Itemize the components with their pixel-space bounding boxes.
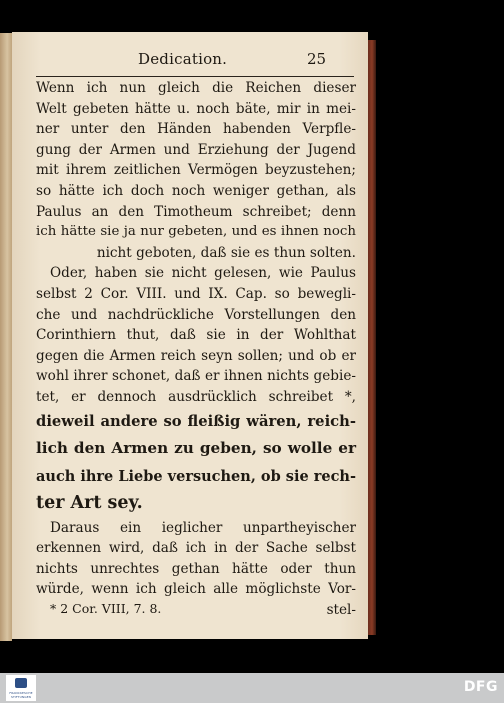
text-line: ich hätte sie ja nur gebeten, und es ihnen noch (36, 224, 356, 240)
emphasized-line: lich den Armen zu geben, so wolle er (36, 439, 356, 457)
text-line: Welt gebeten hätte u. noch bäte, mir in mei- (36, 100, 356, 117)
header-rule (36, 76, 354, 77)
book-cover-edge (368, 40, 376, 635)
text-line: gegen die Armen reich seyn sollen; und ob er (36, 347, 356, 364)
text-line: würde, wenn ich gleich alle möglichste Vor- (36, 581, 356, 598)
text-line: selbst 2 Cor. VIII. und IX. Cap. so bewegli- (36, 285, 356, 302)
emphasized-line: ter Art sey. (36, 493, 143, 513)
text-line: wohl ihrer schonet, daß er ihnen nichts gebie- (36, 368, 356, 385)
text-line: nichts unrechtes gethan hätte oder thun (36, 560, 356, 577)
text-line: Paulus an den Timotheum schreibet; denn (36, 203, 356, 220)
text-line: che und nachdrückliche Vorstellungen den (36, 306, 356, 323)
emphasized-line: dieweil andere so fleißig wären, reich- (36, 412, 356, 430)
text-line: Corinthiern thut, daß sie in der Wohlthat (36, 327, 356, 344)
footnote: * 2 Cor. VIII, 7. 8. (50, 601, 162, 616)
text-line: tet, er dennoch ausdrücklich schreibet *, (36, 388, 356, 405)
text-line: Daraus ein ieglicher unpartheyischer (50, 519, 356, 536)
page-number: 25 (307, 50, 327, 68)
library-logo-caption: FRANCKESCHE STIFTUNGEN (9, 691, 33, 699)
viewer-footer-bar (0, 673, 504, 703)
text-line: so hätte ich doch noch weniger gethan, als (36, 182, 356, 199)
emphasized-line: auch ihre Liebe versuchen, ob sie rech- (36, 467, 356, 485)
catchword: stel- (326, 601, 356, 618)
facing-page-edge (0, 33, 12, 641)
text-line: gung der Armen und Erziehung der Jugend (36, 141, 356, 158)
library-emblem-icon (15, 678, 27, 688)
text-line: Wenn ich nun gleich die Reichen dieser (36, 80, 356, 96)
dfg-logo[interactable]: DFG (463, 679, 498, 695)
text-line: Oder, haben sie nicht gelesen, wie Paulus (50, 265, 356, 282)
library-logo-icon[interactable] (6, 675, 36, 701)
page-header (12, 50, 368, 72)
running-title: Dedication. (138, 50, 228, 68)
text-line: nicht geboten, daß sie es thun solten. (96, 244, 356, 261)
body-text (36, 78, 356, 620)
text-line: erkennen wird, daß ich in der Sache selbst (36, 540, 356, 557)
text-line: mit ihrem zeitlichen Vermögen beyzustehen; (36, 162, 356, 179)
text-line: ner unter den Händen habenden Verpfle- (36, 121, 356, 138)
book-page (12, 32, 368, 639)
